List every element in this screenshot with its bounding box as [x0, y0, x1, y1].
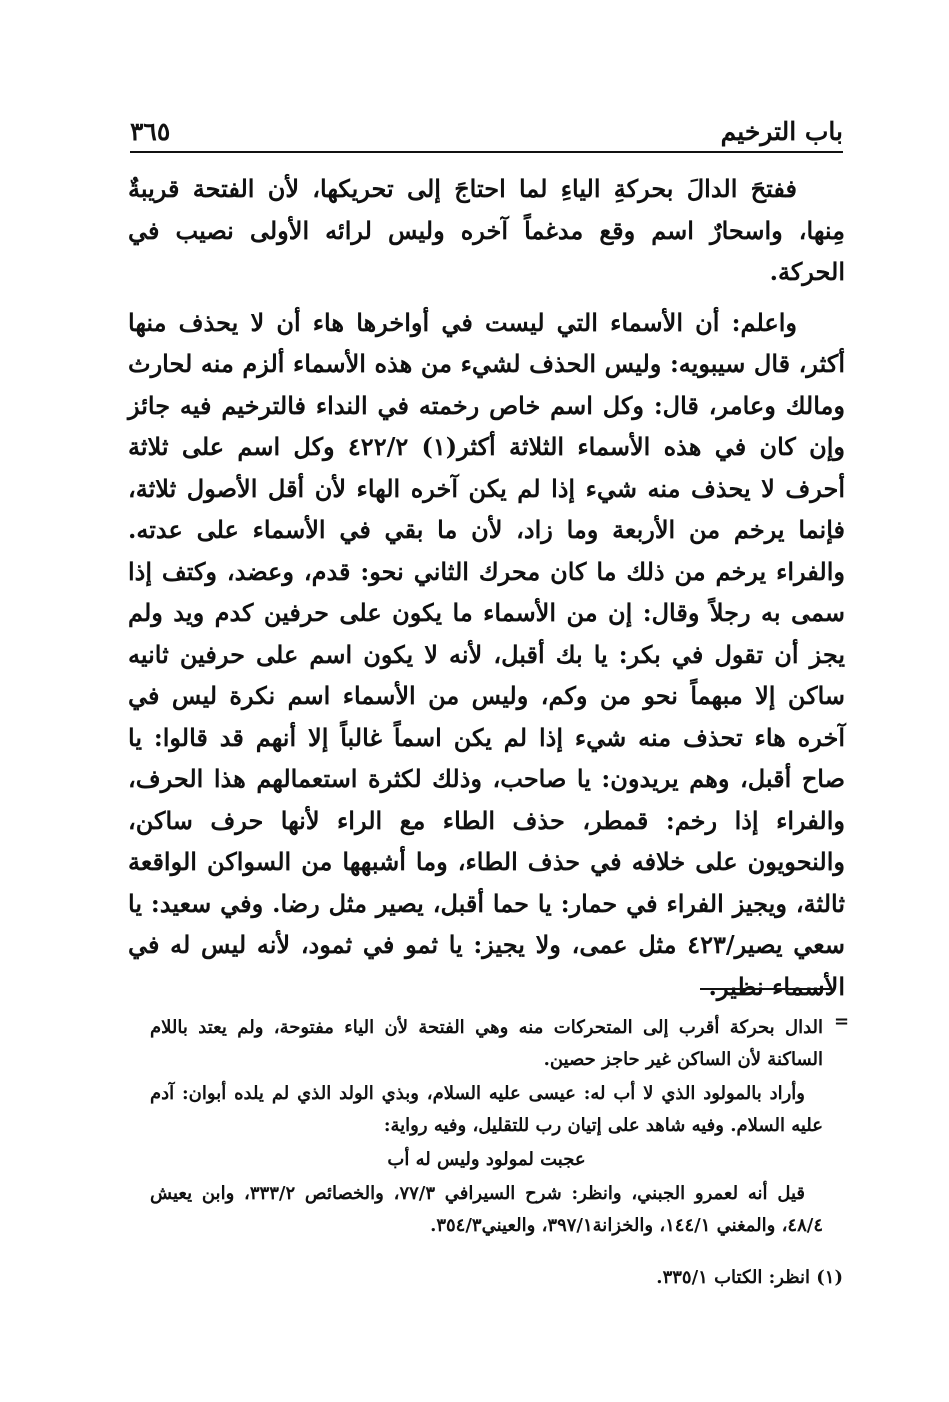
footnote-attribution: قيل أنه لعمرو الجبني، وانظر: شرح السيرافي ٧٧/٣، والخصائص ٣٣٣/٢، وابن يعيش ٤٨/٤، والمغني ١٤٤/١، والخزانة٣٩٧/١، والعيني٣٥٤/٣. — [150, 1183, 823, 1236]
paragraph-2: واعلم: أن الأسماء التي ليست في أواخرها هاء أن لا يحذف منها أكثر، قال سيبويه: وليس الحذف لشيء من هذه الأسماء ألزم منه لحارث ومالك وعامر، قال: وكل اسم خاص رخمته في النداء فالترخيم فيه جائز وإن كان في هذه الأسماء الثلاثة أكثر(١) ٤٢٢/٢ وكل اسم على ثلاثة أحرف لا يحذف منه شيء إذا لم يكن آخره الهاء لأن أقل الأصول ثلاثة، فإنما يرخم من الأربعة وما زاد، لأن ما بقي في الأسماء على عدته. والفراء يرخم من ذلك ما كان محرك الثاني نحو: قدم، وعضد، وكتف إذا سمى به رجلاً وقال: إن من الأسماء ما يكون على حرفين كدم ويد ولم يجز أن تقول في بكر: يا بك أقبل، لأنه لا يكون اسم على حرفين ثانيه ساكن إلا مبهماً نحو من وكم، وليس من الأسماء اسم نكرة ليس في آخره هاء تحذف منه شيء إذا لم يكن اسماً غالباً إلا أنهم قد قالوا: يا صاح أقبل، وهم يريدون: يا صاحب، وذلك لكثرة استعمالهم هذا الحرف، والفراء إذا رخم: قمطر، حذف الطاء مع الراء لأنها حرف ساكن، والنحويون على خلافه في حذف الطاء، وما أشبهها من السواكن الواقعة ثالثة، ويجيز الفراء في حمار: يا حما أقبل، يصير مثل رضا. وفي سعيد: يا سعي يصير/٤٢٣ مثل عمى، ولا يجيز: يا ثمو في ثمود، لأنه ليس له في الأسماء نظير. — [128, 307, 846, 1001]
footnote-verse: عجبت لمولود وليس له أب — [387, 1149, 586, 1170]
chapter-title: باب الترخيم — [720, 117, 843, 146]
page-number: ٣٦٥ — [130, 117, 171, 146]
footnote-continuation-mark: = — [834, 1011, 850, 1032]
running-header — [130, 108, 843, 148]
footnote-1: (١) انظر: الكتاب ٣٣٥/١. — [656, 1267, 843, 1288]
header-divider — [130, 151, 843, 153]
footnote-continued-line-2: وأراد بالمولود الذي لا أب له: عيسى عليه السلام، وبذي الولد الذي لم يلده أبوان: آدم عليه السلام. وفيه شاهد على إتيان رب للتقليل، وفيه رواية: — [150, 1083, 823, 1136]
main-text — [128, 168, 845, 1007]
paragraph-1: ففتحَ الدالَ بحركةِ الياءِ لما احتاجَ إلى تحريكها، لأن الفتحة قريبةٌ مِنها، واسحارٌ اسم وقع مدغماً آخره وليس لرائه الأولى نصيب في الحركة. — [128, 174, 845, 286]
footnote-divider — [700, 988, 830, 990]
footnote-continued-line-1: الدال بحركة أقرب إلى المتحركات منه وهي الفتحة لأن الياء مفتوحة، ولم يعتد باللام الساكنة لأن الساكن غير حاجز حصين. — [150, 1017, 824, 1070]
footnotes — [150, 1012, 823, 1244]
